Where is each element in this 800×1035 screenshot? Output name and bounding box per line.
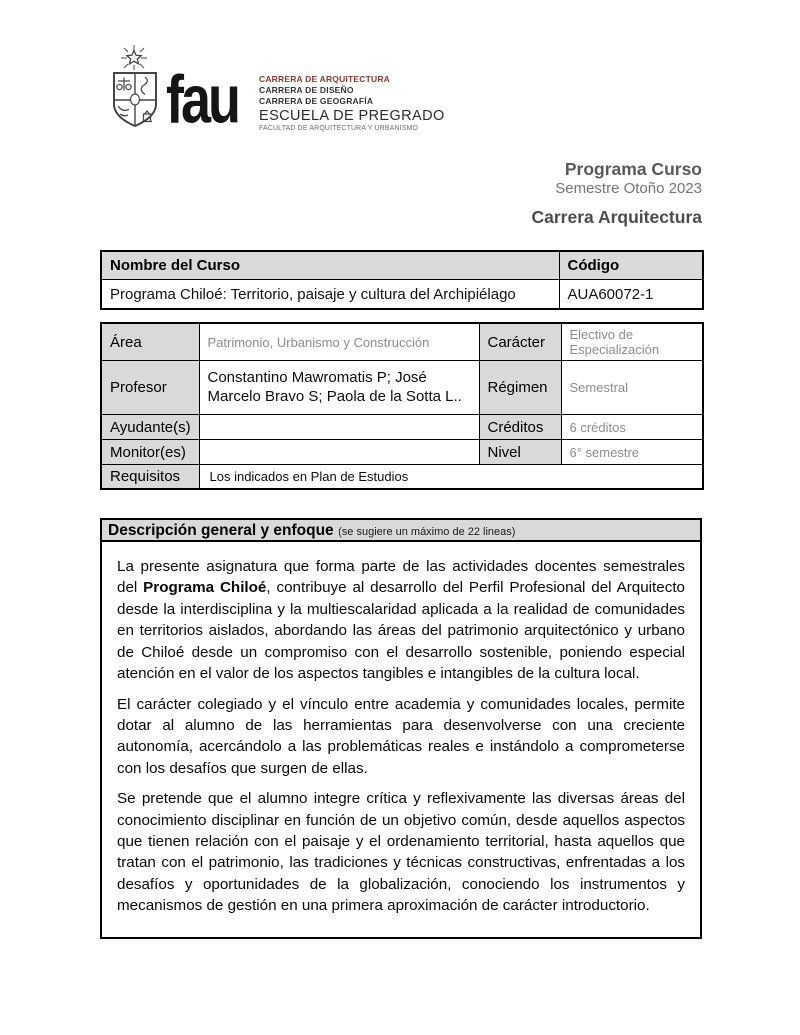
document-title: Programa Curso (564, 159, 702, 179)
logo-line-facultad: FACULTAD DE ARQUITECTURA Y URBANISMO (259, 124, 419, 132)
course-code-header: Código (559, 251, 703, 280)
description-header (100, 518, 702, 542)
ayudante-label: Ayudante(s) (101, 415, 199, 440)
regimen-value: Semestral (561, 361, 703, 415)
description-paragraph-3: Se pretende que el alumno integre crítica y reflexivamente las diversas áreas del conocimiento disciplinar en función de un objetivo común, desde aquellos aspectos que tienen relación con el paisaje y el ordenamiento territorial, hasta aquellos que tratan con el patrimonio, las tradiciones y técnicas constructivas, enfrentadas a los desafíos y oportunidades de la globalización, conociendo los instrumentos y mecanismos de gestión en una primera aproximación de carácter introductorio. (117, 790, 685, 915)
course-table-data-row (101, 280, 703, 310)
course-table-header-row (101, 251, 703, 280)
p1-after: , contribuye al desarrollo del Perfil Profesional del Arquitecto desde la interdisciplina y la multiescalaridad aplicada a la realidad de comunidades en territorios aislados, abordando las áreas del patrimonio arquitectónico y urbano de Chiloé desde un compromiso con el desarrollo sostenible, poniendo especial atención en el valor de los aspectos tangibles e intangibles de la cultura local. (117, 579, 685, 683)
logo-line-escuela: ESCUELA DE PREGRADO (259, 108, 445, 125)
info-row-monitor (101, 440, 703, 465)
profesor-label: Profesor (101, 361, 199, 415)
logo-line-geografia: CARRERA DE GEOGRAFÍA (259, 96, 374, 107)
course-name-cell: Programa Chiloé: Territorio, paisaje y cultura del Archipiélago (101, 280, 559, 310)
caracter-label: Carácter (479, 323, 561, 361)
logo-line-diseno: CARRERA DE DISEÑO (259, 85, 354, 96)
course-table (100, 250, 704, 310)
logo-line-arquitectura: CARRERA DE ARQUITECTURA (259, 74, 390, 84)
info-row-ayudante (101, 415, 703, 440)
university-crest-icon (104, 44, 164, 136)
course-info-table (100, 322, 704, 490)
course-code-cell: AUA60072-1 (559, 280, 703, 310)
profesor-value: Constantino Mawromatis P; José Marcelo Bravo S; Paola de la Sotta L.. (199, 361, 479, 415)
creditos-label: Créditos (479, 415, 561, 440)
logo-text-block (259, 74, 445, 134)
crest-svg (104, 44, 164, 136)
description-paragraph-2: El carácter colegiado y el vínculo entre academia y comunidades locales, permite dotar al alumno de las herramientas para desenvolverse con una creciente autonomía, acercándolo a las problemáticas reales e instándolo a comprometerse con los desafíos que surgen de ellas. (117, 695, 685, 777)
nivel-label: Nivel (479, 440, 561, 465)
title-block (531, 159, 702, 228)
info-row-requisitos (101, 465, 703, 490)
regimen-label: Régimen (479, 361, 561, 415)
monitor-label: Monitor(es) (101, 440, 199, 465)
p1-before: La presente asignatura que forma parte de las actividades docentes semestrales del (117, 558, 685, 597)
info-row-area (101, 323, 703, 361)
description-title: Descripción general y enfoque (108, 522, 334, 539)
description-hint: (se sugiere un máximo de 22 lineas) (338, 526, 516, 538)
nivel-value: 6° semestre (561, 440, 703, 465)
monitor-value (199, 440, 479, 465)
area-value: Patrimonio, Urbanismo y Construcción (199, 323, 479, 361)
requisitos-label: Requisitos (101, 465, 199, 490)
creditos-value: 6 créditos (561, 415, 703, 440)
info-row-profesor (101, 361, 703, 415)
description-paragraph-1 (117, 556, 685, 685)
description-section (100, 518, 702, 939)
p1-bold-program-chiloe: Programa Chiloé (143, 579, 267, 597)
caracter-value: Electivo de Especialización (561, 323, 703, 361)
document-career: Carrera Arquitectura (531, 206, 702, 227)
fau-logo: fau (166, 62, 238, 138)
course-name-header: Nombre del Curso (101, 251, 559, 280)
area-label: Área (101, 323, 199, 361)
ayudante-value (199, 415, 479, 440)
description-body (100, 542, 702, 939)
requisitos-value: Los indicados en Plan de Estudios (199, 465, 703, 490)
document-semester: Semestre Otoño 2023 (555, 180, 702, 197)
